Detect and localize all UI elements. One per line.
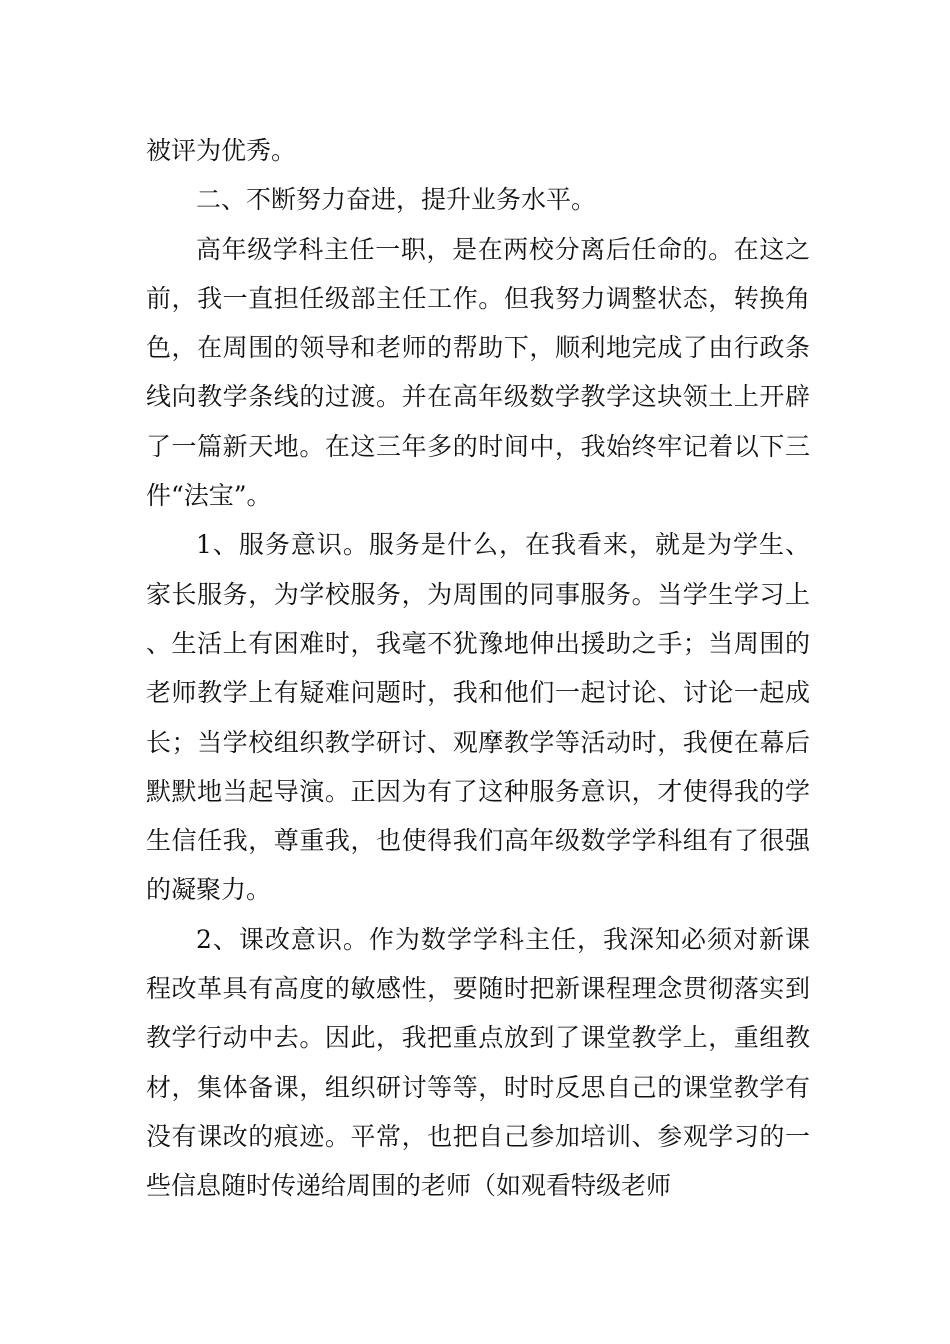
section-heading: 二、不断努力奋进，提升业务水平。 bbox=[196, 185, 597, 215]
paragraph-service-awareness: 1、服务意识。服务是什么，在我看来，就是为学生、家长服务，为学校服务，为周围的同事服务。当学生学习上、生活上有困难时，我毫不犹豫地伸出援助之手；当周围的老师教学上有疑难问题时，我和他们一起讨论、讨论一起成长；当学校组织教学研讨、观摩教学等活动时，我便在幕后默默地当起导演。正因为有了这种服务意识，才使得我的学生信任我，尊重我，也使得我们高年级数学学科组有了很强的凝聚力。 bbox=[146, 530, 810, 905]
document-body bbox=[146, 126, 810, 1211]
paragraph-role-transition: 高年级学科主任一职，是在两校分离后任命的。在这之前，我一直担任级部主任工作。但我努力调整状态，转换角色，在周围的领导和老师的帮助下，顺利地完成了由行政条线向教学条线的过渡。并在高年级数学教学这块领土上开辟了一篇新天地。在这三年多的时间中，我始终牢记着以下三件“法宝”。 bbox=[146, 234, 810, 511]
paragraph-continuation: 被评为优秀。 bbox=[146, 136, 297, 165]
paragraph-reform-awareness: 2、课改意识。作为数学学科主任，我深知必须对新课程改革具有高度的敏感性，要随时把新课程理念贯彻落实到教学行动中去。因此，我把重点放到了课堂教学上，重组教材，集体备课，组织研讨等等，时时反思自己的课堂教学有没有课改的痕迹。平常，也把自己参加培训、参观学习的一些信息随时传递给周围的老师（如观看特级老师 bbox=[146, 924, 810, 1201]
